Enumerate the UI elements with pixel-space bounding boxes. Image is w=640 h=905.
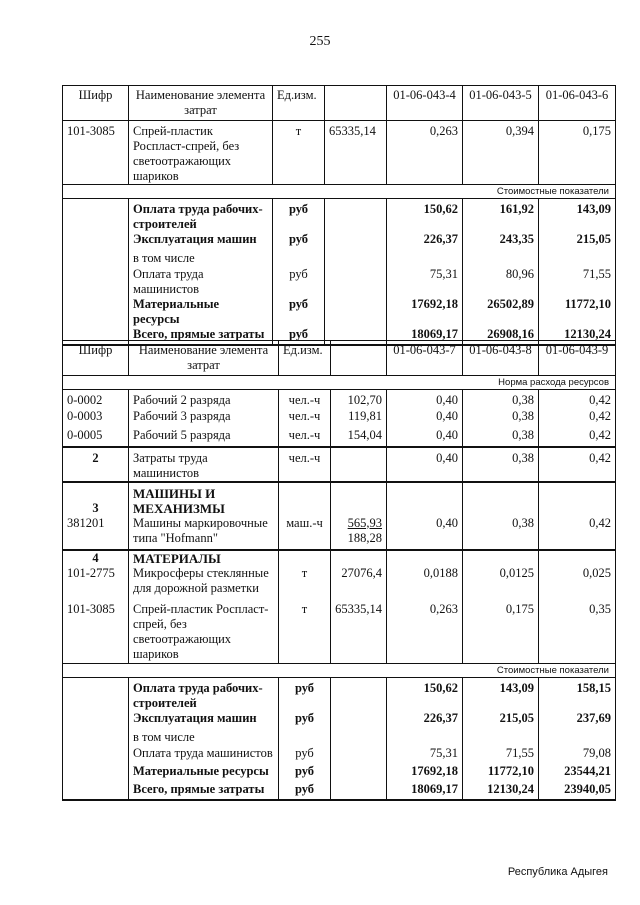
row-name: Спрей-пластик Роспласт-спрей, без светоотражающих шариков	[129, 602, 279, 664]
total-value: 26908,16	[463, 327, 539, 345]
row-code: 101-3085	[63, 602, 129, 664]
col-price-header	[331, 341, 387, 376]
row-unit: чел.-ч	[279, 447, 331, 482]
total-label: Всего, прямые затраты	[129, 327, 273, 345]
row-value: 0,40	[387, 390, 463, 409]
row-value: 0,40	[387, 447, 463, 482]
row-price: 154,04	[331, 428, 387, 447]
total-row	[63, 251, 616, 267]
section-row	[63, 482, 616, 516]
total-row	[63, 678, 616, 712]
total-unit: руб	[273, 327, 325, 345]
table-row	[63, 516, 616, 550]
total-unit: руб	[273, 267, 325, 297]
table-row	[63, 409, 616, 428]
row-value: 0,0188	[387, 566, 463, 602]
row-value: 0,38	[463, 516, 539, 550]
total-value: 79,08	[539, 746, 616, 764]
machine-price-2: 188,28	[347, 530, 382, 545]
section-title: МАТЕРИАЛЫ	[129, 550, 279, 566]
total-row	[63, 730, 616, 746]
total-value: 18069,17	[387, 327, 463, 345]
col-code-header: Шифр	[63, 341, 129, 376]
total-value: 18069,17	[387, 782, 463, 800]
col-unit-header: Ед.изм.	[279, 341, 331, 376]
cost-indicators-banner	[63, 185, 616, 199]
total-label: Оплата труда рабочих-строителей	[129, 678, 279, 712]
total-row	[63, 199, 616, 233]
total-label: Материальные ресурсы	[129, 764, 279, 782]
table-row	[63, 602, 616, 664]
total-row	[63, 764, 616, 782]
row-price: 119,81	[331, 409, 387, 428]
total-value: 17692,18	[387, 764, 463, 782]
total-unit: руб	[279, 746, 331, 764]
row-code: 101-2775	[63, 566, 129, 602]
row-value: 0,263	[387, 602, 463, 664]
row-name: Рабочий 5 разряда	[129, 428, 279, 447]
col-name-header: Наименование элемента затрат	[129, 86, 273, 121]
total-value: 75,31	[387, 746, 463, 764]
row-name: Микросферы стеклянные для дорожной разметки	[129, 566, 279, 602]
row-value: 0,175	[463, 602, 539, 664]
col-price-header	[325, 86, 387, 121]
total-value: 11772,10	[463, 764, 539, 782]
row-value: 0,025	[539, 566, 616, 602]
total-row	[63, 297, 616, 327]
row-value: 0,263	[387, 121, 463, 185]
total-label: Всего, прямые затраты	[129, 782, 279, 800]
banner-text: Стоимостные показатели	[63, 185, 616, 199]
row-name: Машины маркировочные типа "Hofmann"	[129, 516, 279, 550]
total-value: 237,69	[539, 711, 616, 730]
total-row	[63, 232, 616, 251]
table-row	[63, 566, 616, 602]
total-value: 26502,89	[463, 297, 539, 327]
total-unit: руб	[279, 782, 331, 800]
total-label: Эксплуатация машин	[129, 232, 273, 251]
col-unit-header: Ед.изм.	[273, 86, 325, 121]
row-code: 0-0003	[63, 409, 129, 428]
cost-indicators-banner	[63, 664, 616, 678]
row-value: 0,42	[539, 516, 616, 550]
total-value: 23940,05	[539, 782, 616, 800]
total-value: 12130,24	[539, 327, 616, 345]
total-label: в том числе	[129, 730, 279, 746]
row-name: Затраты труда машинистов	[129, 447, 279, 482]
row-name: Спрей-пластик Роспласт-спрей, без светоотражающих шариков	[129, 121, 273, 185]
section-title: МАШИНЫ И МЕХАНИЗМЫ	[129, 482, 279, 516]
total-value: 23544,21	[539, 764, 616, 782]
total-value: 75,31	[387, 267, 463, 297]
total-value: 226,37	[387, 232, 463, 251]
row-unit: чел.-ч	[279, 390, 331, 409]
norm-banner	[63, 376, 616, 390]
total-value: 11772,10	[539, 297, 616, 327]
row-name: Рабочий 2 разряда	[129, 390, 279, 409]
row-name: Рабочий 3 разряда	[129, 409, 279, 428]
section-number: 3	[63, 482, 129, 516]
total-value: 158,15	[539, 678, 616, 712]
machine-price: 565,93	[347, 515, 382, 530]
row-value: 0,38	[463, 409, 539, 428]
col-norm-header: 01-06-043-7	[387, 341, 463, 376]
total-value: 71,55	[463, 746, 539, 764]
total-unit: руб	[279, 764, 331, 782]
banner-text: Норма расхода ресурсов	[63, 376, 616, 390]
row-price: 27076,4	[331, 566, 387, 602]
row-unit: чел.-ч	[279, 409, 331, 428]
row-price	[331, 516, 387, 550]
row-value: 0,35	[539, 602, 616, 664]
row-unit: маш.-ч	[279, 516, 331, 550]
row-unit: т	[279, 602, 331, 664]
row-unit: т	[273, 121, 325, 185]
section-row	[63, 447, 616, 482]
total-unit: руб	[273, 199, 325, 233]
table-row	[63, 121, 616, 185]
row-value: 0,40	[387, 428, 463, 447]
total-value: 143,09	[539, 199, 616, 233]
col-norm-header: 01-06-043-4	[387, 86, 463, 121]
total-unit: руб	[273, 232, 325, 251]
row-price: 65335,14	[325, 121, 387, 185]
total-value: 150,62	[387, 199, 463, 233]
row-unit: чел.-ч	[279, 428, 331, 447]
col-norm-header: 01-06-043-8	[463, 341, 539, 376]
section-number: 2	[63, 447, 129, 482]
total-value: 150,62	[387, 678, 463, 712]
total-unit: руб	[279, 711, 331, 730]
col-norm-header: 01-06-043-5	[463, 86, 539, 121]
row-value: 0,42	[539, 390, 616, 409]
table-row	[63, 428, 616, 447]
total-row	[63, 711, 616, 730]
total-value: 80,96	[463, 267, 539, 297]
cost-table-1	[62, 85, 616, 346]
row-price: 65335,14	[331, 602, 387, 664]
total-row	[63, 746, 616, 764]
row-value: 0,0125	[463, 566, 539, 602]
col-norm-header: 01-06-043-9	[539, 341, 616, 376]
table-header	[63, 341, 616, 376]
col-name-header: Наименование элемента затрат	[129, 341, 279, 376]
table-row	[63, 390, 616, 409]
total-value: 161,92	[463, 199, 539, 233]
row-price: 102,70	[331, 390, 387, 409]
table-header	[63, 86, 616, 121]
row-value: 0,394	[463, 121, 539, 185]
banner-text: Стоимостные показатели	[63, 664, 616, 678]
row-code: 381201	[63, 516, 129, 550]
footer-region: Республика Адыгея	[507, 866, 608, 878]
row-value: 0,42	[539, 447, 616, 482]
total-value: 143,09	[463, 678, 539, 712]
row-value: 0,40	[387, 409, 463, 428]
total-value: 12130,24	[463, 782, 539, 800]
row-value: 0,175	[539, 121, 616, 185]
total-value: 17692,18	[387, 297, 463, 327]
row-unit: т	[279, 566, 331, 602]
total-unit: руб	[273, 297, 325, 327]
row-code: 0-0002	[63, 390, 129, 409]
row-code: 0-0005	[63, 428, 129, 447]
row-value: 0,38	[463, 390, 539, 409]
total-label: Оплата труда машинистов	[129, 746, 279, 764]
total-value: 226,37	[387, 711, 463, 730]
total-label: Оплата труда машинистов	[129, 267, 273, 297]
total-label: в том числе	[129, 251, 273, 267]
row-value: 0,42	[539, 409, 616, 428]
total-value: 71,55	[539, 267, 616, 297]
total-row	[63, 782, 616, 800]
row-value: 0,38	[463, 447, 539, 482]
section-number: 4	[63, 550, 129, 566]
total-value: 215,05	[463, 711, 539, 730]
row-code: 101-3085	[63, 121, 129, 185]
row-value: 0,38	[463, 428, 539, 447]
row-value: 0,42	[539, 428, 616, 447]
total-unit: руб	[279, 678, 331, 712]
total-label: Материальные ресурсы	[129, 297, 273, 327]
total-value: 215,05	[539, 232, 616, 251]
row-value: 0,40	[387, 516, 463, 550]
col-norm-header: 01-06-043-6	[539, 86, 616, 121]
total-label: Эксплуатация машин	[129, 711, 279, 730]
page-number: 255	[309, 34, 331, 49]
total-label: Оплата труда рабочих-строителей	[129, 199, 273, 233]
cost-table-2	[62, 340, 616, 801]
section-row	[63, 550, 616, 566]
col-code-header: Шифр	[63, 86, 129, 121]
total-row	[63, 267, 616, 297]
total-value: 243,35	[463, 232, 539, 251]
